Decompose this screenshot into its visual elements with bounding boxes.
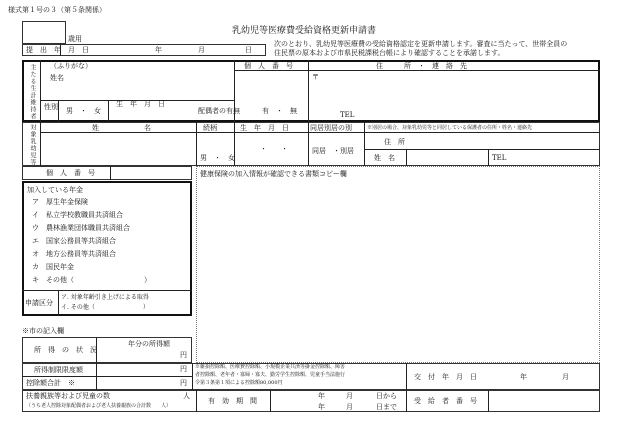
child-gender-options[interactable]: 男 ・ 女 bbox=[200, 154, 235, 162]
issue-date-label: 交 付 年 月 日 bbox=[414, 373, 477, 381]
guardian-tel-label: TEL bbox=[340, 111, 355, 119]
gender-label: 性別 bbox=[44, 103, 58, 111]
child-side-label: 対象乳幼児等 bbox=[29, 124, 36, 166]
form-number: 様式第１号の３（第５条関係） bbox=[8, 6, 106, 14]
guardian-gender-options[interactable]: 男 ・ 女 bbox=[66, 107, 101, 115]
pension-item-e[interactable]: エ 国家公務員等共済組合 bbox=[32, 237, 116, 245]
child-personal-number-label: 個 人 番 号 bbox=[46, 169, 95, 177]
form-title: 乳幼児等医療費受給資格更新申請書 bbox=[232, 26, 377, 36]
intro-line-2: 住民票の原本および市県民税課税台帳により確認することを承諾します。 bbox=[274, 49, 505, 57]
category-label: 申請区分 bbox=[25, 299, 53, 307]
guardian-personal-number-label: 個 人 番 号 bbox=[244, 62, 293, 70]
pension-item-a[interactable]: ア 厚生年金保険 bbox=[32, 198, 88, 206]
child-tel-label: TEL bbox=[492, 154, 507, 162]
postal-mark: 〒 bbox=[312, 73, 319, 81]
guardian-address-field[interactable] bbox=[322, 72, 598, 108]
child-birthdate-field[interactable]: ・ ・ bbox=[260, 145, 288, 153]
limit-label: 所得制限限度額 bbox=[34, 366, 83, 374]
child-family-name-header: 姓 bbox=[92, 124, 99, 132]
spouse-label: 配偶者の有無 bbox=[198, 107, 240, 115]
insurance-copy-label: 健康保険の加入情報が確認できる書類コピー欄 bbox=[200, 170, 347, 178]
recipient-number-label: 受 給 者 番 号 bbox=[414, 397, 477, 405]
guardian-name-label: 姓名 bbox=[50, 74, 64, 82]
spouse-options[interactable]: 有 ・ 無 bbox=[262, 107, 297, 115]
guardian-name-label-2: 姓 名 bbox=[374, 154, 395, 162]
pension-item-i[interactable]: イ 私立学校教職員共済組合 bbox=[32, 211, 123, 219]
deduction-note-2: 者控除額、老年者・寡婦・寡夫、勤労学生控除額、児童手当法施行 bbox=[195, 372, 346, 378]
dependents-label: 扶養親族等および児童の数 bbox=[26, 392, 110, 400]
deduction-note-3: 令第３条第１項による控除額80,000円 bbox=[195, 380, 283, 386]
dependents-sub: （うち老人控除対象配偶者および老人扶養親族の合計数 人） bbox=[26, 403, 172, 409]
guardian-name-field[interactable] bbox=[72, 72, 230, 98]
age-box[interactable] bbox=[22, 21, 66, 44]
pension-item-ki[interactable]: キ その他（ ） bbox=[32, 276, 151, 284]
deduction-note-1: ※雑損控除額、医療費控除額、小規模企業共済等掛金控除額、障害 bbox=[195, 364, 346, 370]
income-amount-label: 年分の所得額 bbox=[128, 340, 170, 348]
living-header: 同居別居の別 bbox=[310, 124, 352, 132]
child-given-name-header: 名 bbox=[144, 124, 151, 132]
intro-line-1: 次のとおり、乳幼児等医療費の受給資格認定を更新申請します。審査に当たって、世帯全員の bbox=[274, 40, 568, 48]
insurance-copy-area bbox=[196, 166, 600, 363]
guardian-birthdate-label: 生 年 月 日 bbox=[116, 100, 165, 108]
submission-label: 提 出 年 月 日 bbox=[26, 46, 89, 54]
validity-label: 有 効 期 間 bbox=[208, 397, 257, 405]
city-header: ※市の記入欄 bbox=[22, 327, 64, 335]
separate-note: ※別居の場合、対象乳幼児等と同居している保護者の住所・姓名・連絡先 bbox=[367, 125, 533, 131]
pension-header: 加入している年金 bbox=[27, 186, 83, 194]
pension-item-ka[interactable]: カ 国民年金 bbox=[32, 263, 74, 271]
furigana-label: （ふりがな） bbox=[50, 62, 92, 70]
category-option-i[interactable]: イ. その他（ ） bbox=[61, 304, 149, 311]
child-personal-number-field[interactable] bbox=[112, 167, 190, 179]
category-option-a[interactable]: ア. 対象年齢引き上げによる取得 bbox=[61, 294, 149, 301]
deduction-label: 控除額合計 ※ bbox=[26, 379, 75, 387]
cohab-options[interactable]: 同居 ・別居 bbox=[312, 147, 354, 155]
relation-header: 続柄 bbox=[203, 124, 217, 132]
income-status-label: 所 得 の 状 況 bbox=[34, 346, 97, 354]
guardian-side-label: 主たる生計維持者 bbox=[29, 64, 36, 120]
address-header: 住 所 ・ 連 絡 先 bbox=[376, 62, 467, 70]
pension-item-u[interactable]: ウ 農林漁業団体職員共済組合 bbox=[32, 224, 130, 232]
child-birthdate-header: 生 年 月 日 bbox=[240, 124, 289, 132]
recipient-number-field[interactable] bbox=[490, 392, 598, 410]
pension-item-o[interactable]: オ 地方公務員等共済組合 bbox=[32, 250, 116, 258]
child-name-field[interactable] bbox=[42, 134, 194, 164]
guardian-address-label: 住 所 bbox=[384, 138, 405, 146]
age-label: 歳用 bbox=[68, 35, 82, 43]
